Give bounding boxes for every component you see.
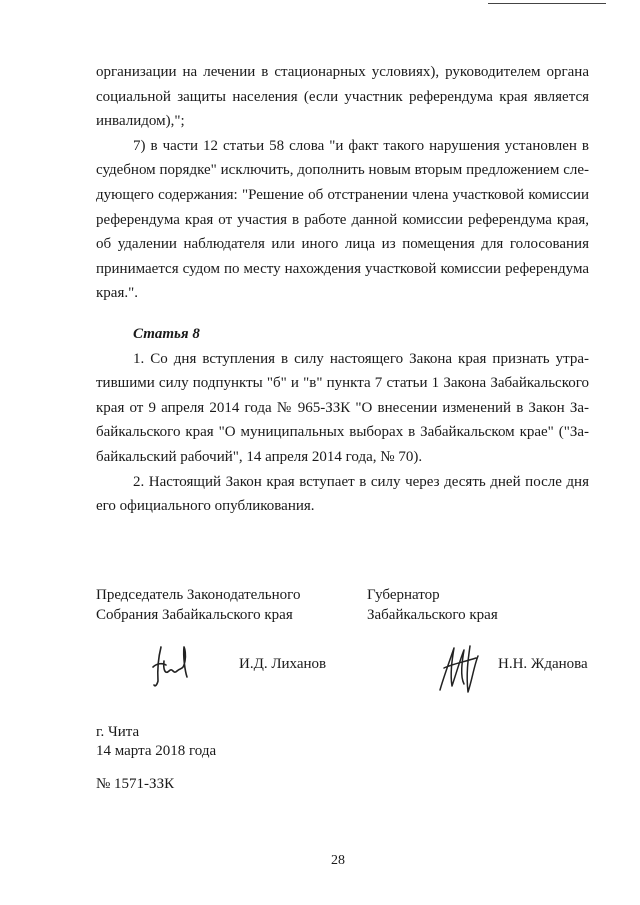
article-heading: Статья 8 (133, 325, 200, 342)
left-signature-image (147, 641, 197, 689)
document-number: № 1571-ЗЗК (96, 776, 175, 792)
article-paragraph-2: 2. Настоящий Закон края вступает в силу через десять дней после дня его официального опубликования. (96, 473, 589, 515)
city: г. Чита (96, 724, 140, 740)
left-title-line-2: Собрания Забайкальского края (96, 607, 293, 623)
left-signatory-title (96, 585, 336, 625)
paragraph-item-7: 7) в части 12 статьи 58 слова "и факт такого нарушения установлен в судебном порядке" исключить, дополнить новым вторым предложением сле-дующего содержания: "Решение об отстранении члена участковой комиссии референдума края от участия в работе данной комиссии референдума края, об удалении наблюдателя или иного лица из помещения для голосования принимается судом по месту нахождения участковой комиссии референдума края.". (96, 137, 589, 302)
paragraph-continuation: организации на лечении в стационарных условиях), руководителем органа социальной защиты населения (если участник референдума края является инвалидом),"; (96, 64, 589, 130)
document-body (96, 60, 589, 519)
page-number: 28 (331, 853, 345, 868)
article-paragraph-1: 1. Со дня вступления в силу настоящего Закона края признать утра-тившими силу подпункты "б" и "в" пункта 7 статьи 1 Закона Забайкальского края от 9 апреля 2014 года № 965-ЗЗК "О внесении изменений в Закон За-байкальского края "О муниципальных выборах в Забайкальском крае" ("За-байкальский рабочий", 14 апреля 2014 года, № 70). (96, 350, 589, 465)
right-signature-image (430, 640, 482, 696)
right-signatory-title (367, 585, 597, 625)
left-signatory-name: И.Д. Лиханов (239, 656, 327, 672)
top-rule (488, 3, 606, 4)
place-and-date (96, 723, 216, 761)
left-title-line-1: Председатель Законодательного (96, 587, 301, 603)
right-title-line-2: Забайкальского края (367, 607, 498, 623)
signing-date: 14 марта 2018 года (96, 743, 217, 759)
right-signatory-name: Н.Н. Жданова (498, 656, 588, 672)
right-title-line-1: Губернатор (367, 587, 440, 603)
